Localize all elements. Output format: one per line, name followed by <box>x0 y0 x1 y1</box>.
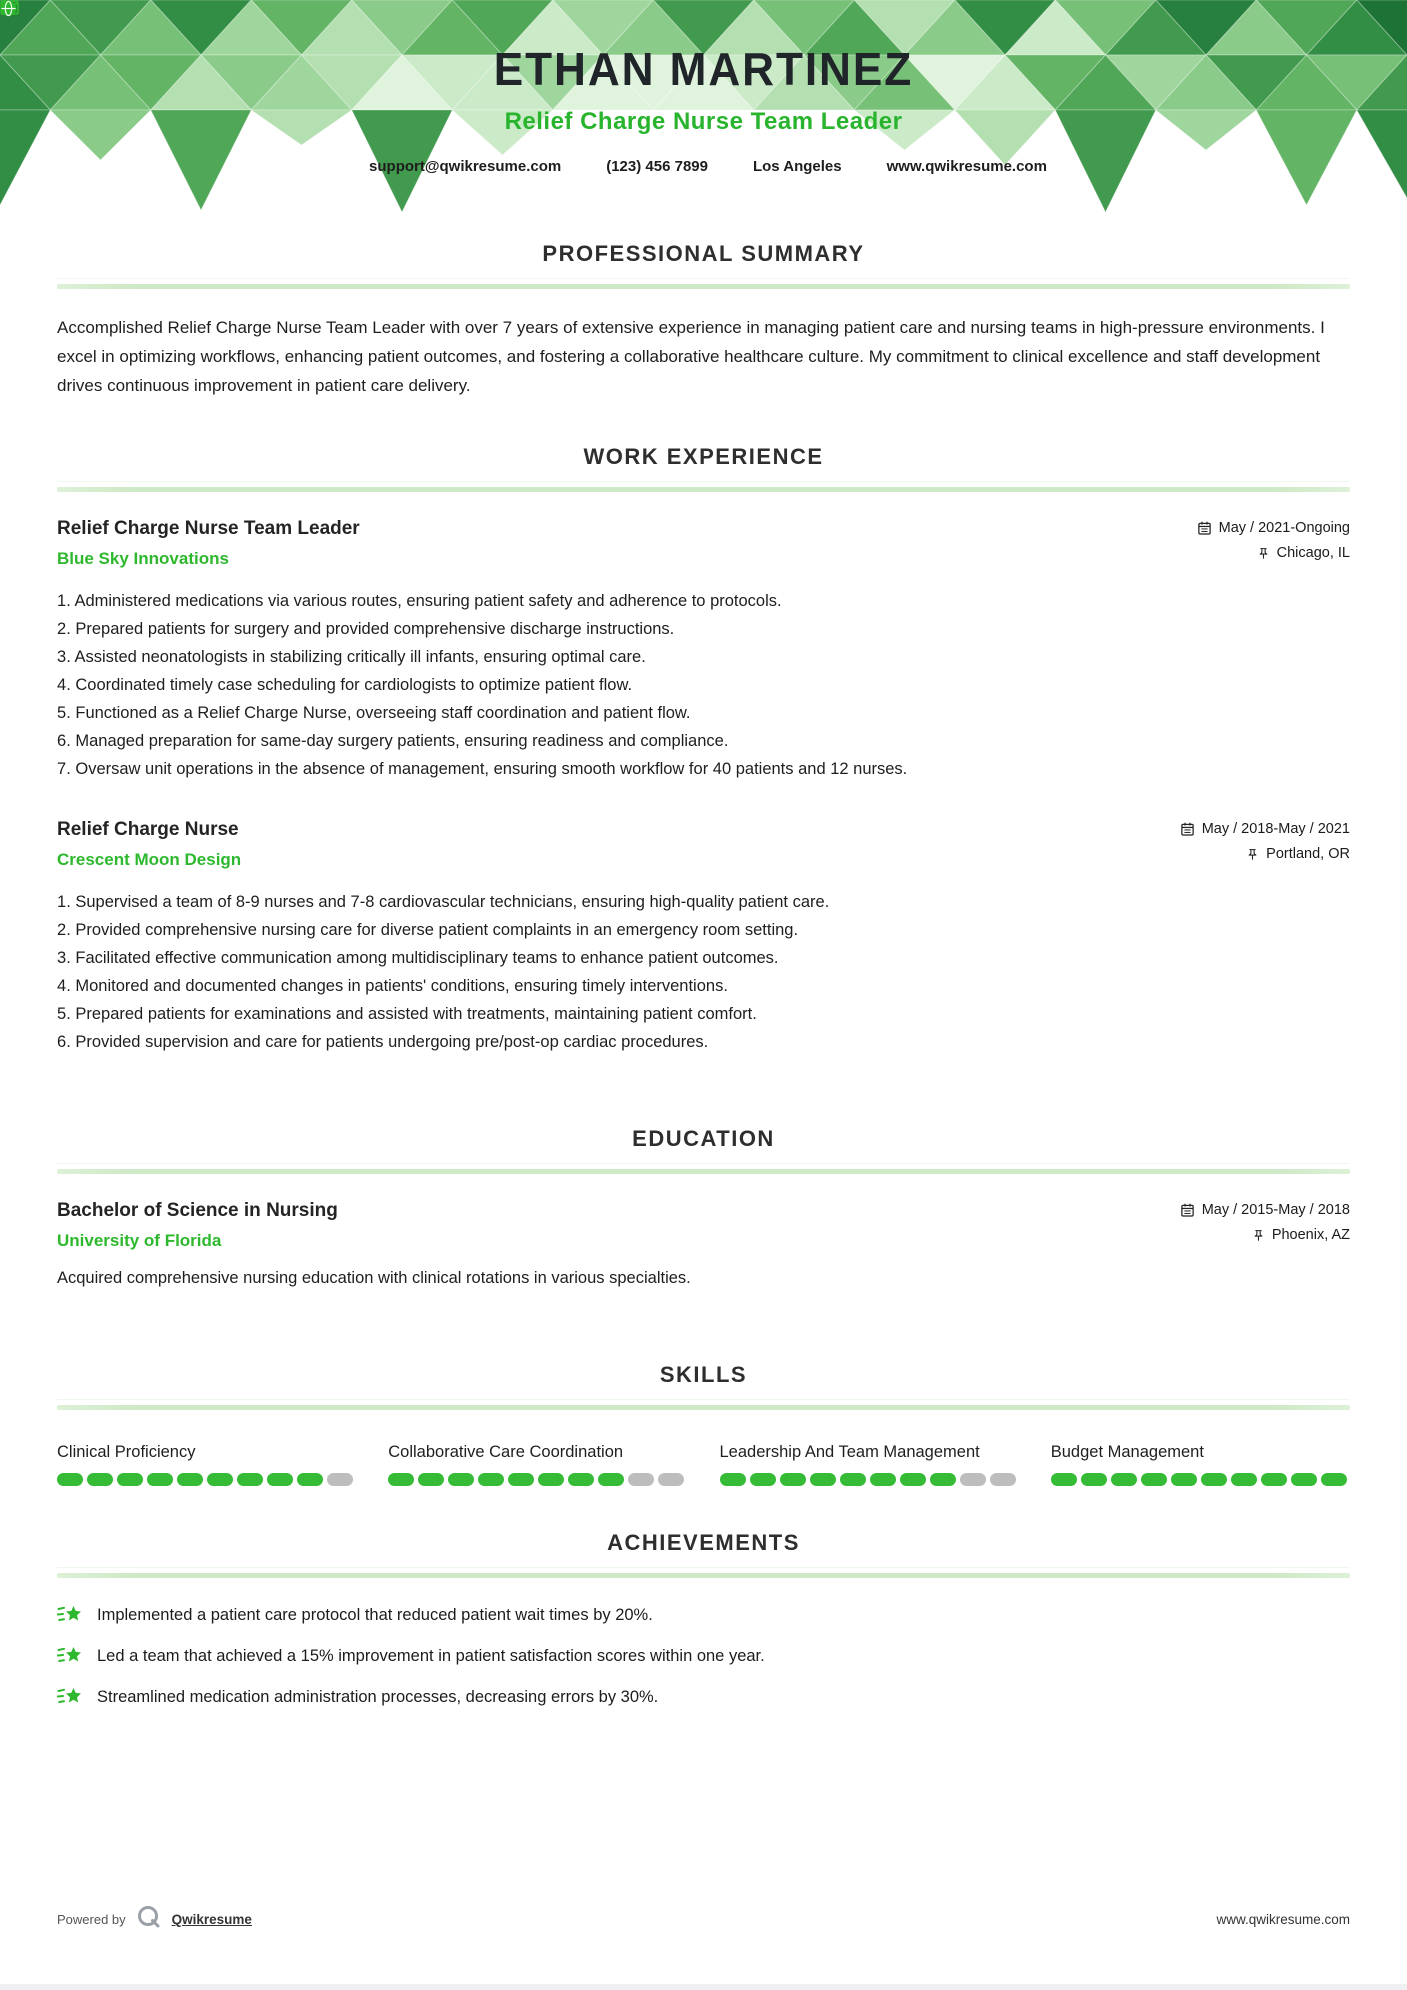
job-duty-list <box>57 888 1350 1056</box>
section-divider <box>57 278 1350 289</box>
shooting-star-icon <box>57 1645 83 1667</box>
job-duty-list <box>57 587 1350 783</box>
skill-clinical-proficiency: Clinical Proficiency <box>57 1440 356 1486</box>
job-duty: Facilitated effective communication among multidisciplinary teams to enhance patient outcomes. <box>75 949 779 967</box>
person-title: Relief Charge Nurse Team Leader <box>504 108 903 135</box>
qwikresume-link[interactable]: Qwikresume <box>171 1912 252 1927</box>
skill-level-bar <box>388 1473 687 1486</box>
skill-level-bar <box>720 1473 1019 1486</box>
job-dates: May / 2018-May / 2021 <box>1180 821 1350 837</box>
job-entry-2 <box>57 819 1350 1056</box>
section-divider <box>57 481 1350 492</box>
job-duty: Administered medications via various routes, ensuring patient safety and adherence to protocols. <box>74 592 782 610</box>
summary-paragraph: Accomplished Relief Charge Nurse Team Leader with over 7 years of extensive experience in managing patient care and nursing teams in high-pressure environments. I excel in optimizing workflows, enhancing patient outcomes, and fostering a collaborative healthcare culture. My commitment to clinical excellence and staff development drives continuous improvement in patient care delivery. <box>57 318 1325 395</box>
person-name: ETHAN MARTINEZ <box>493 43 914 95</box>
skill-collaborative-care-coordination: Collaborative Care Coordination <box>388 1440 687 1486</box>
pushpin-icon <box>1246 847 1259 862</box>
calendar-icon <box>1197 520 1212 536</box>
skills-heading: SKILLS <box>659 1362 748 1387</box>
education-entry <box>57 1200 1350 1288</box>
achievement-item: Implemented a patient care protocol that reduced patient wait times by 20%. <box>57 1604 1350 1626</box>
school-name: University of Florida <box>57 1231 222 1250</box>
job-company: Crescent Moon Design <box>57 850 242 869</box>
skill-leadership-and-team-management: Leadership And Team Management <box>720 1440 1019 1486</box>
contact-phone[interactable]: (123) 456 7899 <box>597 158 708 175</box>
contact-website[interactable]: www.qwikresume.com <box>878 158 1047 175</box>
job-duty: Managed preparation for same-day surgery patients, ensuring readiness and compliance. <box>75 732 729 750</box>
section-divider <box>57 1399 1350 1410</box>
summary-heading: PROFESSIONAL SUMMARY <box>542 241 865 266</box>
footer-website-link[interactable]: www.qwikresume.com <box>1216 1912 1350 1927</box>
achievements-heading: ACHIEVEMENTS <box>607 1530 800 1555</box>
section-professional-summary <box>57 241 1350 400</box>
job-duty: Assisted neonatologists in stabilizing critically ill infants, ensuring optimal care. <box>74 648 646 666</box>
skill-budget-management: Budget Management <box>1051 1440 1350 1486</box>
footer <box>57 1904 1350 1935</box>
job-company: Blue Sky Innovations <box>57 549 229 568</box>
section-work-experience <box>57 444 1350 1056</box>
contact-email[interactable]: support@qwikresume.com <box>360 158 561 175</box>
job-location: Portland, OR <box>1246 846 1350 862</box>
job-duty: Provided supervision and care for patients undergoing pre/post-op cardiac procedures. <box>75 1033 709 1051</box>
job-duty: Prepared patients for surgery and provided comprehensive discharge instructions. <box>75 620 675 638</box>
work-heading: WORK EXPERIENCE <box>583 444 824 469</box>
skill-level-bar <box>1051 1473 1350 1486</box>
qwikresume-logo-icon <box>136 1904 162 1935</box>
powered-by-label: Powered by <box>57 1912 126 1927</box>
calendar-icon <box>1180 821 1195 837</box>
pushpin-icon <box>1252 1228 1265 1243</box>
job-duty: Coordinated timely case scheduling for cardiologists to optimize patient flow. <box>75 676 633 694</box>
job-location: Chicago, IL <box>1257 545 1350 561</box>
education-dates: May / 2015-May / 2018 <box>1180 1202 1350 1218</box>
job-dates: May / 2021-Ongoing <box>1197 520 1350 536</box>
achievement-item: Streamlined medication administration processes, decreasing errors by 30%. <box>57 1686 1350 1708</box>
section-education <box>57 1126 1350 1288</box>
header <box>0 0 1407 215</box>
calendar-icon <box>1180 1202 1195 1218</box>
education-heading: EDUCATION <box>632 1126 775 1151</box>
skills-grid <box>57 1440 1350 1486</box>
section-divider <box>57 1567 1350 1578</box>
job-duty: Monitored and documented changes in patients' conditions, ensuring timely interventions. <box>75 977 728 995</box>
pushpin-icon <box>1257 546 1270 561</box>
job-duty: Functioned as a Relief Charge Nurse, overseeing staff coordination and patient flow. <box>75 704 691 722</box>
education-description: Acquired comprehensive nursing education with clinical rotations in various specialties. <box>57 1269 691 1287</box>
education-location: Phoenix, AZ <box>1252 1227 1350 1243</box>
section-skills <box>57 1362 1350 1486</box>
job-duty: Supervised a team of 8-9 nurses and 7-8 cardiovascular technicians, ensuring high-quality patient care. <box>75 893 830 911</box>
contact-location: Los Angeles <box>744 158 842 175</box>
degree-title: Bachelor of Science in Nursing <box>57 1200 338 1221</box>
job-duty: Oversaw unit operations in the absence of management, ensuring smooth workflow for 40 patients and 12 nurses. <box>75 760 908 778</box>
shooting-star-icon <box>57 1686 83 1708</box>
shooting-star-icon <box>57 1604 83 1626</box>
job-duty: Prepared patients for examinations and assisted with treatments, maintaining patient comfort. <box>75 1005 757 1023</box>
job-duty: Provided comprehensive nursing care for diverse patient complaints in an emergency room setting. <box>75 921 799 939</box>
job-title: Relief Charge Nurse <box>57 819 239 840</box>
section-divider <box>57 1163 1350 1174</box>
job-entry-1 <box>57 518 1350 783</box>
achievement-list <box>57 1604 1350 1708</box>
section-achievements <box>57 1530 1350 1708</box>
job-title: Relief Charge Nurse Team Leader <box>57 518 360 539</box>
contact-row <box>360 158 1047 175</box>
skill-level-bar <box>57 1473 356 1486</box>
achievement-item: Led a team that achieved a 15% improvement in patient satisfaction scores within one year. <box>57 1645 1350 1667</box>
